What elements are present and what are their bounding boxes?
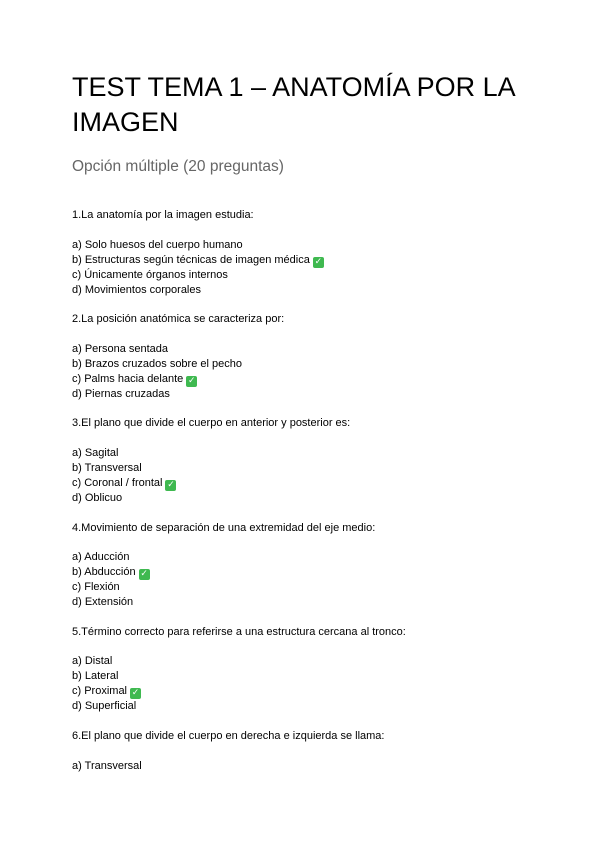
answer-option: [72, 372, 572, 387]
answer-option-text: c) Flexión: [72, 581, 120, 594]
question-text: 6.El plano que divide el cuerpo en derecha e izquierda se llama:: [72, 729, 385, 742]
answer-option-text: a) Sagital: [72, 446, 119, 459]
answer-option: [72, 759, 572, 774]
answer-option-text: a) Solo huesos del cuerpo humano: [72, 238, 243, 251]
answer-options: [72, 550, 572, 610]
answer-option: [72, 654, 572, 669]
answer-option: [72, 550, 572, 565]
answer-option-text: d) Extensión: [72, 596, 134, 609]
answer-option: [72, 699, 572, 714]
answer-option: [72, 476, 572, 491]
answer-option-text: b) Abducción: [72, 566, 136, 579]
answer-option-text: a) Aducción: [72, 551, 130, 564]
answer-option-text: c) Únicamente órganos internos: [72, 268, 228, 281]
answer-options: [72, 759, 572, 774]
answer-option-text: b) Estructuras según técnicas de imagen médica: [72, 253, 310, 266]
answer-option: [72, 357, 572, 372]
page-title: TEST TEMA 1 – ANATOMÍA POR LA IMAGEN: [72, 72, 515, 137]
answer-option-text: c) Coronal / frontal: [72, 476, 163, 489]
answer-option-text: d) Superficial: [72, 700, 137, 713]
question-text: 1.La anatomía por la imagen estudia:: [72, 209, 254, 221]
question-text: 2.La posición anatómica se caracteriza por:: [72, 313, 285, 326]
answer-option: [72, 461, 572, 476]
answer-option-text: b) Lateral: [72, 670, 119, 683]
answer-option-text: c) Palms hacia delante: [72, 372, 184, 385]
answer-option: [72, 669, 572, 684]
answer-options: [72, 654, 572, 714]
check-mark-icon: ✓: [131, 688, 140, 699]
answer-option-text: c) Proximal: [72, 685, 128, 698]
answer-option: [72, 283, 572, 298]
answer-option-text: a) Distal: [72, 655, 113, 668]
answer-option-text: d) Movimientos corporales: [72, 283, 201, 296]
answer-option-text: b) Brazos cruzados sobre el pecho: [72, 357, 242, 370]
answer-options: [72, 238, 572, 298]
check-mark-icon: ✓: [140, 569, 148, 580]
answer-option-text: b) Transversal: [72, 461, 142, 474]
check-mark-icon: ✓: [167, 479, 175, 490]
answer-option: [72, 595, 572, 610]
answer-option: [72, 491, 572, 506]
answer-option: [72, 684, 572, 699]
answer-option: [72, 238, 572, 253]
answer-option-text: a) Transversal: [72, 759, 142, 772]
question-text: 5.Término correcto para referirse a una estructura cercana al tronco:: [72, 625, 406, 638]
answer-option-text: a) Persona sentada: [72, 342, 169, 355]
check-mark-icon: ✓: [314, 256, 323, 267]
question-text: 3.El plano que divide el cuerpo en anterior y posterior es:: [72, 417, 351, 430]
answer-option-text: d) Oblicuo: [72, 491, 123, 504]
answer-option: [72, 580, 572, 595]
answer-options: [72, 446, 572, 506]
check-mark-icon: ✓: [188, 375, 196, 386]
answer-option-text: d) Piernas cruzadas: [72, 387, 170, 400]
answer-options: [72, 342, 572, 402]
answer-option: [72, 342, 572, 357]
answer-option: [72, 268, 572, 283]
answer-option: [72, 387, 572, 402]
question-text: 4.Movimiento de separación de una extremidad del eje medio:: [72, 521, 376, 534]
answer-option: [72, 446, 572, 461]
page-subtitle: Opción múltiple (20 preguntas): [72, 158, 284, 175]
answer-option: [72, 253, 572, 268]
question-list: [72, 208, 572, 788]
answer-option: [72, 565, 572, 580]
